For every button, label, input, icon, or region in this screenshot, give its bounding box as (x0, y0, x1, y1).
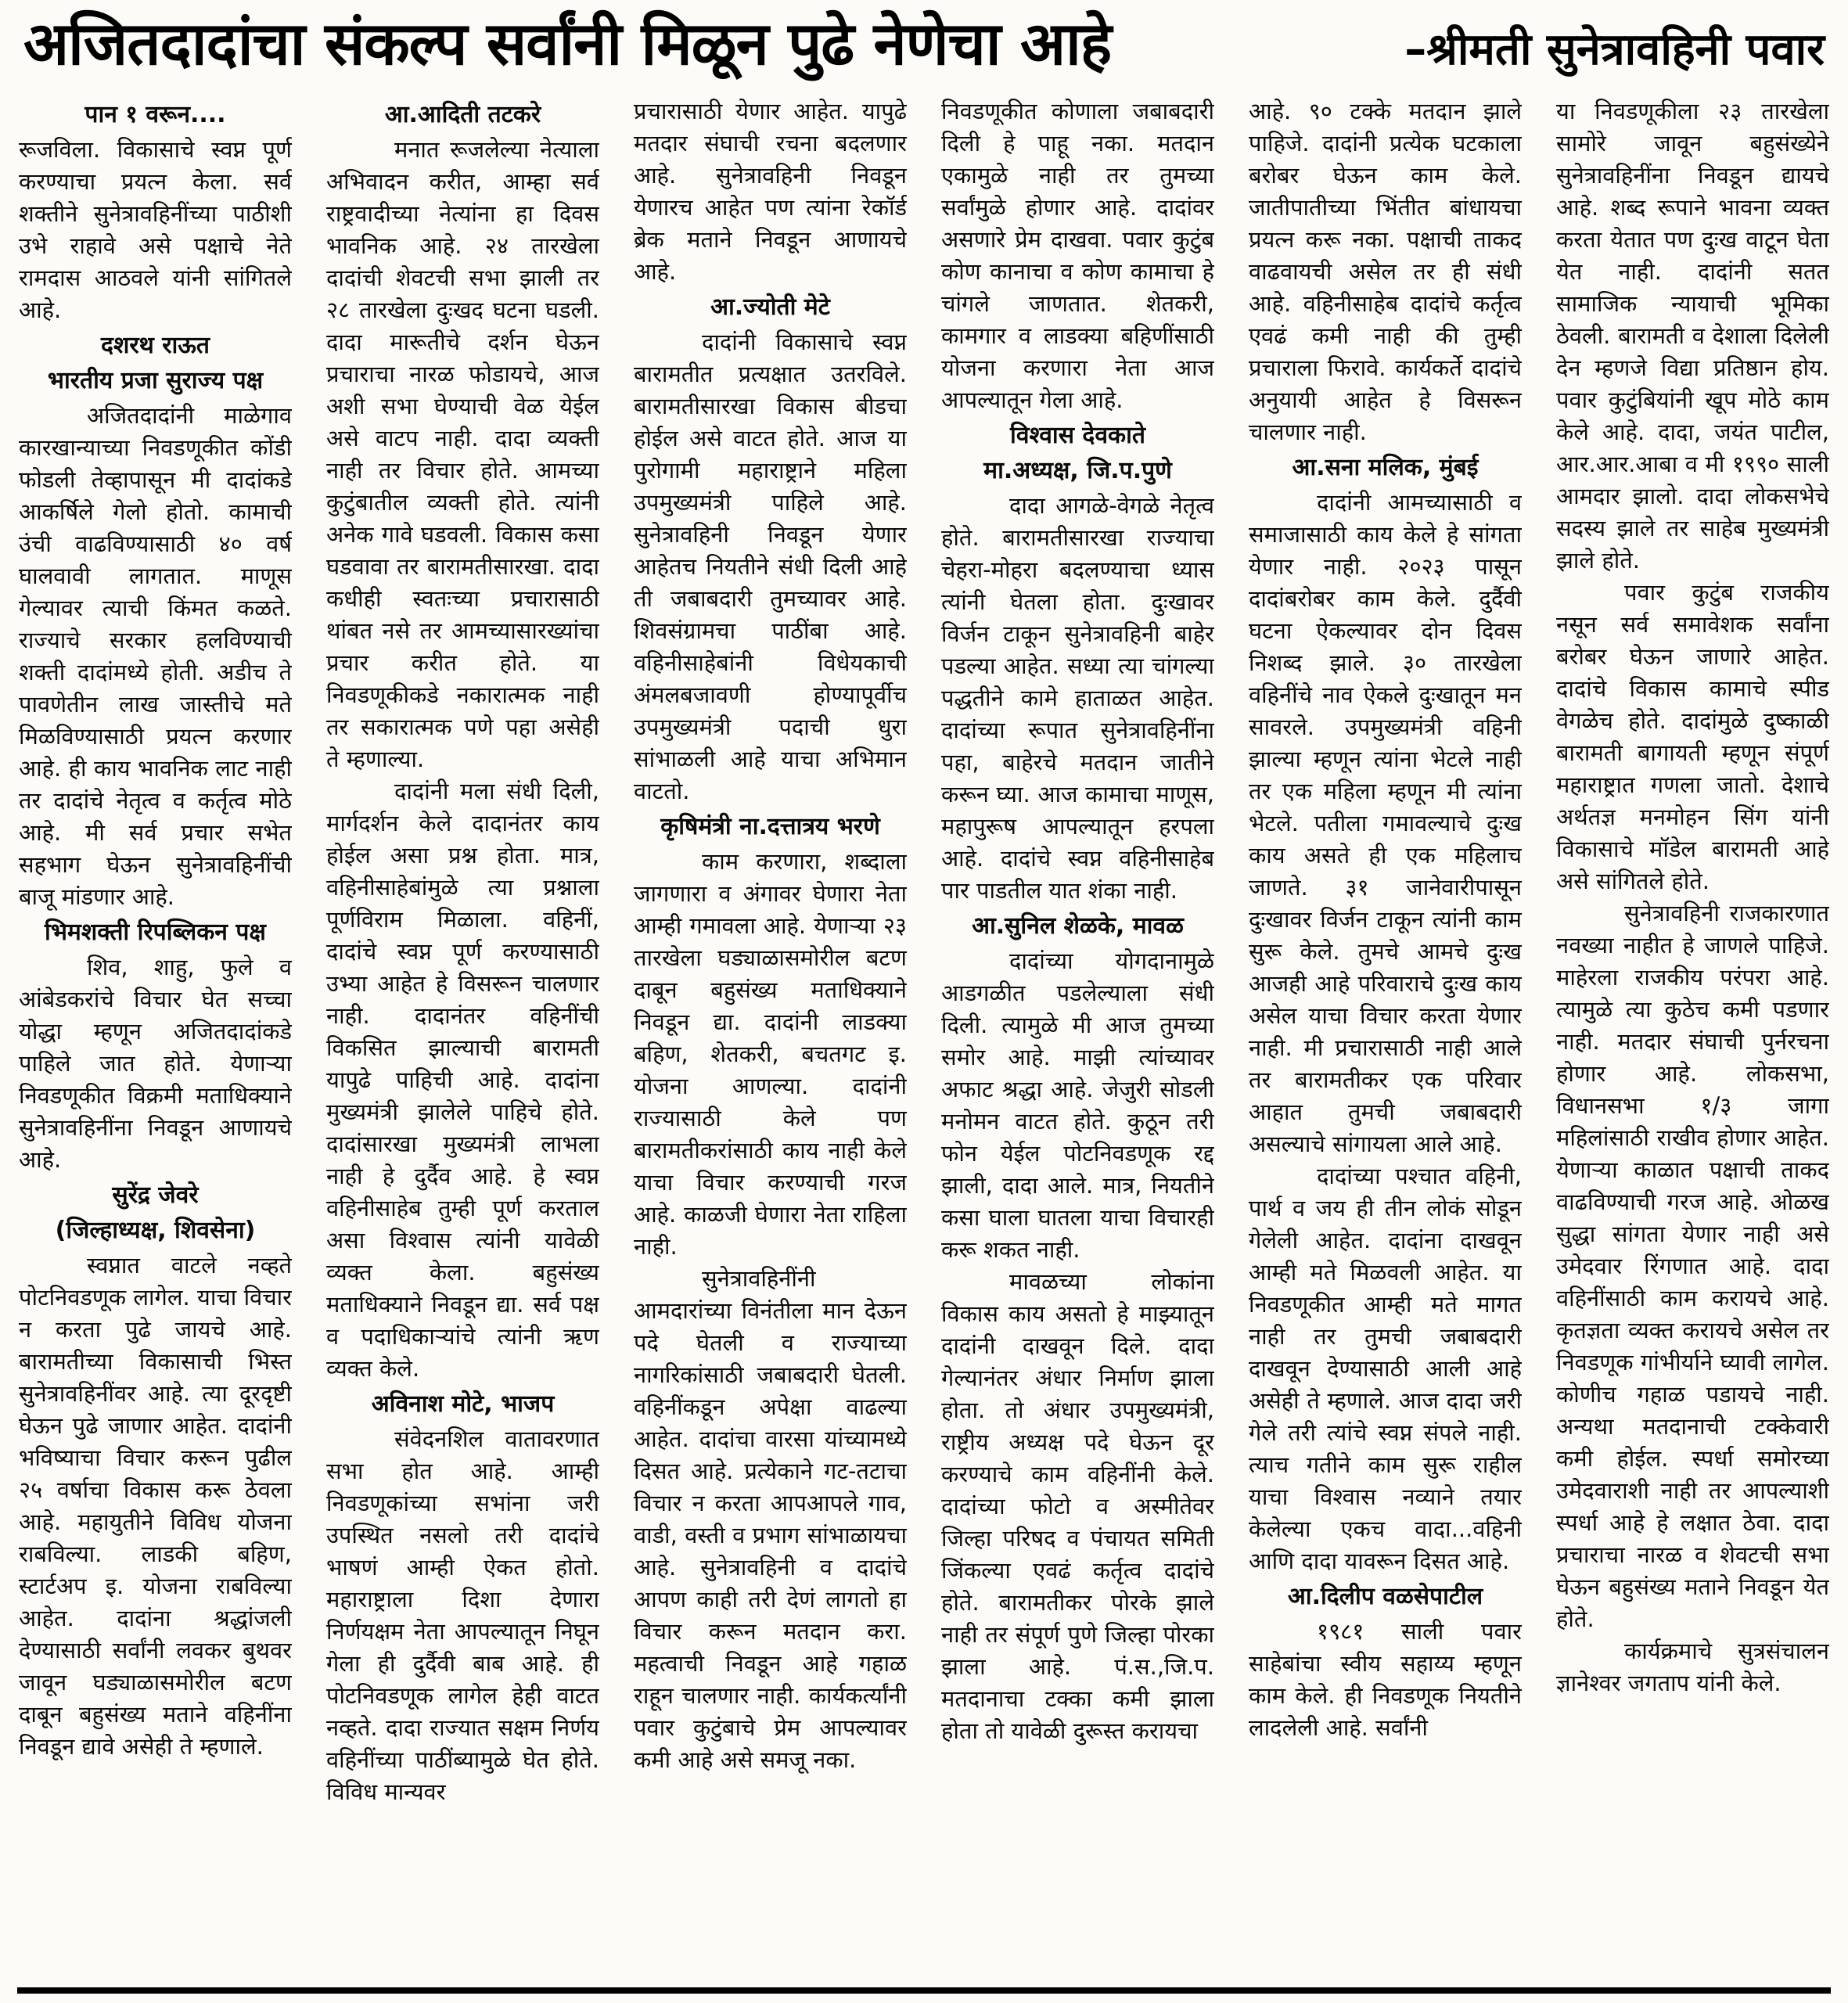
article-paragraph: १९८१ साली पवार साहेबांचा स्वीय सहाय्य म्हणून काम केले. ही निवडणूक नियतीने लादलेली आहे. सर्वांनी (1249, 1617, 1522, 1741)
news-column-2 (326, 95, 599, 1964)
article-paragraph: दादांनी आमच्यासाठी व समाजासाठी काय केले हे सांगता येणार नाही. २०२३ पासून दादांबरोबर काम केले. दुर्दैवी घटना ऐकल्यावर दोन दिवस निशब्द झाले. ३० तारखेला वहिनींचे नाव ऐकले दुःखातून मन सावरले. उपमुख्यमंत्री वहिनी झाल्या म्हणून त्यांना भेटले नाही तर एक महिला म्हणून मी त्यांना भेटले. पतीला गमावल्याचे दुःख काय असते ही एक महिलाच जाणते. ३१ जानेवारीपासून दुःखावर विर्जन टाकून त्यांनी काम सुरू केले. तुमचे आमचे दुःख आजही आहे परिवाराचे दुःख काय असेल याचा विचार करता येणार नाही. मी प्रचारासाठी नाही आले तर बारामतीकर एक परिवार आहात तुमची जबाबदारी असल्याचे सांगायला आले आहे. (1249, 488, 1522, 1157)
masthead (19, 9, 1829, 78)
article-paragraph: निवडणूकीत कोणाला जबाबदारी दिली हे पाहू नका. मतदान एकामुळे नाही तर तुमच्या सर्वांमुळे होणार आहे. दादांवर असणारे प्रेम दाखवा. पवार कुटुंब कोण कानाचा व कोण कामाचा हे चांगले जाणतात. शेतकरी, कामगार व लाडक्या बहिणींसाठी योजना करणारा नेता आज आपल्यातून गेला आहे. (941, 97, 1214, 413)
news-column-3 (634, 95, 907, 1964)
news-column-6 (1556, 95, 1829, 1964)
byline-heading: कृषिमंत्री ना.दत्तात्रय भरणे (660, 812, 880, 840)
byline-heading: भारतीय प्रजा सुराज्य पक्ष (47, 366, 264, 394)
article-paragraph: रूजविला. विकासाचे स्वप्न पूर्ण करण्याचा प्रयत्न केला. सर्व शक्तीने सुनेत्रावहिनींच्या पाठीशी उभे राहावे असे पक्षाचे नेते रामदास आठवले यांनी सांगितले आहे. (19, 135, 292, 323)
article-paragraph: पवार कुटुंब राजकीय नसून सर्व समावेशक सर्वांना बरोबर घेऊन जाणारे आहेत. दादांचे विकास कामाचे स्पीड वेगळेच होते. दादांमुळे दुष्काळी बारामती बागायती म्हणून संपूर्ण महाराष्ट्रात गणला जातो. देशाचे अर्थतज्ञ मनमोहन सिंग यांनी विकासाचे मॉडेल बारामती आहे असे सांगितले होते. (1556, 578, 1829, 894)
article-paragraph: मनात रूजलेल्या नेत्याला अभिवादन करीत, आम्हा सर्व राष्ट्रवादीच्या नेत्यांना हा दिवस भावनिक आहे. २४ तारखेला दादांची शेवटची सभा झाली तर २८ तारखेला दुःखद घटना घडली. दादा मारूतीचे दर्शन घेऊन प्रचाराचा नारळ फोडायचे, आज अशी सभा घेण्याची वेळ येईल असे वाटप नाही. दादा व्यक्ती नाही तर विचार होते. आमच्या कुटुंबातील व्यक्ती होते. त्यांनी अनेक गावे घडवली. विकास कसा घडवावा तर बारामतीसारखा. दादा कधीही स्वतःच्या प्रचारासाठी थांबत नसे तर आमच्यासारख्यांचा प्रचार करीत होते. या निवडणूकीकडे नकारात्मक नाही तर सकारात्मक पणे पहा असेही ते म्हणाल्या. (326, 135, 599, 772)
byline-heading: (जिल्हाध्यक्ष, शिवसेना) (55, 1216, 256, 1244)
byline-heading: अविनाश मोटे, भाजप (371, 1390, 555, 1418)
page-headline: अजितदादांचा संकल्प सर्वांनी मिळून पुढे नेणेचा आहे (23, 9, 1112, 78)
byline-heading: आ.दिलीप वळसेपाटील (1287, 1582, 1483, 1610)
byline-heading: आ.सना मलिक, मुंबई (1292, 453, 1479, 481)
byline-heading: आ.ज्योती मेटे (710, 293, 830, 321)
article-paragraph: कार्यक्रमाचे सुत्रसंचालन ज्ञानेश्वर जगताप यांनी केले. (1556, 1637, 1829, 1696)
article-paragraph: दादा आगळे-वेगळे नेतृत्व होते. बारामतीसारखा राज्याचा चेहरा-मोहरा बदलण्याचा ध्यास त्यांनी घेतला होता. दुःखावर विर्जन टाकून सुनेत्रावहिनी बाहेर पडल्या आहेत. सध्या त्या चांगल्या पद्धतीने कामे हाताळत आहेत. दादांच्या रूपात सुनेत्रावहिनींना पहा, बाहेरचे मतदान जातीने करून घ्या. आज कामाचा माणूस, महापुरूष आपल्यातून हरपला आहे. दादांचे स्वप्न वहिनीसाहेब पार पाडतील यात शंका नाही. (941, 491, 1214, 904)
article-paragraph: दादांनी विकासाचे स्वप्न बारामतीत प्रत्यक्षात उतरविले. बारामतीसारखा विकास बीडचा होईल असे वाटत होते. आज या पुरोगामी महाराष्ट्राने महिला उपमुख्यमंत्री पाहिले आहे. सुनेत्रावहिनी निवडून येणार आहेतच नियतीने संधी दिली आहे ती जबाबदारी तुमच्यावर आहे. शिवसंग्रामचा पाठींबा आहे. वहिनीसाहेबांनी विधेयकाची अंमलबजावणी होण्यापूर्वीच उपमुख्यमंत्री पदाची धुरा सांभाळली आहे याचा अभिमान वाटतो. (634, 328, 907, 804)
article-paragraph: स्वप्नात वाटले नव्हते पोटनिवडणूक लागेल. याचा विचार न करता पुढे जायचे आहे. बारामतीच्या विकासाची भिस्त सुनेत्रावहिनींवर आहे. त्या दूरदृष्टी घेऊन पुढे जाणार आहेत. दादांनी भविष्याचा विचार करून पुढील २५ वर्षाचा विकास करू ठेवला आहे. महायुतीने विविध योजना राबविल्या. लाडकी बहिण, स्टार्टअप इ. योजना राबविल्या आहेत. दादांना श्रद्धांजली देण्यासाठी सर्वांनी लवकर बुथवर जावून घड्याळासमोरील बटण दाबून बहुसंख्य मताने वहिनींना निवडून द्यावे असेही ते म्हणाले. (19, 1251, 292, 1760)
article-paragraph: प्रचारासाठी येणार आहेत. यापुढे मतदार संघाची रचना बदलणार आहे. सुनेत्रावहिनी निवडून येणारच आहेत पण त्यांना रेकॉर्ड ब्रेक मताने निवडून आणायचे आहे. (634, 97, 907, 285)
article-paragraph: सुनेत्रावहिनी राजकारणात नवख्या नाहीत हे जाणले पाहिजे. माहेरला राजकीय परंपरा आहे. त्यामुळे त्या कुठेच कमी पडणार नाही. मतदार संघाची पुर्नरचना होणार आहे. लोकसभा, विधानसभा १/३ जागा महिलांसाठी राखीव होणार आहेत. येणाऱ्या काळात पक्षाची ताकद वाढविण्याची गरज आहे. ओळख सुद्धा सांगता येणार नाही असे उमेदवार रिंगणात आहे. दादा वहिनींसाठी काम करायचे आहे. कृतज्ञता व्यक्त करायचे असेल तर निवडणूक गांभीर्याने घ्यावी लागेल. कोणीच गहाळ पडायचे नाही. अन्यथा मतदानाची टक्केवारी कमी होईल. स्पर्धा समोरच्या उमेदवाराशी नाही तर आपल्याशी स्पर्धा आहे हे लक्षात ठेवा. दादा प्रचाराचा नारळ व शेवटची सभा घेऊन बहुसंख्य मताने निवडून येत होते. (1556, 899, 1829, 1632)
article-paragraph: मावळच्या लोकांना विकास काय असतो हे माझ्यातून दादांनी दाखवून दिले. दादा गेल्यानंतर अंधार निर्माण झाला होता. तो अंधार उपमुख्यमंत्री, राष्ट्रीय अध्यक्ष पदे घेऊन दूर करण्याचे काम वहिनींनी केले. दादांच्या फोटो व अस्मीतेवर जिल्हा परिषद व पंचायत समिती जिंकल्या एवढं कर्तृत्व दादांचे होते. बारामतीकर पोरके झाले नाही तर संपूर्ण पुणे जिल्हा पोरका झाला आहे. पं.स.,जि.प. मतदानाचा टक्का कमी झाला होता तो यावेळी दुरूस्त करायचा (941, 1268, 1214, 1744)
byline-heading: भिमशक्ती रिपब्लिकन पक्ष (45, 918, 266, 946)
headline-attribution: –श्रीमती सुनेत्रावहिनी पवार (1404, 24, 1825, 75)
news-column-4 (941, 95, 1214, 1964)
article-paragraph: संवेदनशिल वातावरणात सभा होत आहे. आम्ही निवडणूकांच्या सभांना जरी उपस्थित नसलो तरी दादांचे भाषणं आम्ही ऐकत होतो. महाराष्ट्राला दिशा देणारा निर्णयक्षम नेता आपल्यातून निघून गेला ही दुर्दैवी बाब आहे. ही पोटनिवडणूक लागेल हेही वाटत नव्हते. दादा राज्यात सक्षम निर्णय वहिनींच्या पाठींब्यामुळे घेत होते. विविध मान्यवर (326, 1425, 599, 1805)
article-paragraph: काम करणारा, शब्दाला जागणारा व अंगावर घेणारा नेता आम्ही गमावला आहे. येणाऱ्या २३ तारखेला घड्याळासमोरील बटण दाबून बहुसंख्य मताधिक्याने निवडून द्या. दादांनी लाडक्या बहिण, शेतकरी, बचतगट इ. योजना आणल्या. दादांनी राज्यासाठी केले पण बारामतीकरांसाठी काय नाही केले याचा विचार करण्याची गरज आहे. काळजी घेणारा नेता राहिला नाही. (634, 847, 907, 1260)
byline-heading: आ.आदिती तटकरे (384, 100, 541, 128)
article-paragraph: आहे. ९० टक्के मतदान झाले पाहिजे. दादांनी प्रत्येक घटकाला बरोबर घेऊन काम केले. जातीपातीच्या भिंतीत बांधायचा प्रयत्न करू नका. पक्षाची ताकद वाढवायची असेल तर ही संधी आहे. वहिनीसाहेब दादांचे कर्तृत्व एवढं कमी नाही की तुम्ही प्रचाराला फिरावे. कार्यकर्ते दादांचे अनुयायी आहेत हे विसरून चालणार नाही. (1249, 97, 1522, 445)
article-paragraph: या निवडणूकीला २३ तारखेला सामोरे जावून बहुसंख्येने सुनेत्रावहिनींना निवडून द्यायचे आहे. शब्द रूपाने भावना व्यक्त करता येतात पण दुःख वाटून घेता येत नाही. दादांनी सतत सामाजिक न्यायाची भूमिका ठेवली. बारामती व देशाला दिलेली देन म्हणजे विद्या प्रतिष्ठान होय. पवार कुटुंबियांनी खूप मोठे काम केले आहे. दादा, जयंत पाटील, आर.आर.आबा व मी १९९० साली आमदार झालो. दादा लोकसभेचे सदस्य झाले तर साहेब मुख्यमंत्री झाले होते. (1556, 97, 1829, 574)
byline-heading: मा.अध्यक्ष, जि.प.पुणे (983, 456, 1172, 484)
article-paragraph: दादांच्या योगदानामुळे आडगळीत पडलेल्याला संधी दिली. त्यामुळे मी आज तुमच्या समोर आहे. माझी त्यांच्यावर अफाट श्रद्धा आहे. जेजुरी सोडली मनोमन वाटत होते. कुठून तरी फोन येईल पोटनिवडणूक रद्द झाली, दादा आले. मात्र, नियतीने कसा घाला घातला याचा विचारही करू शकत नाही. (941, 947, 1214, 1263)
byline-heading: सुरेंद्र जेवरे (112, 1181, 199, 1209)
article-paragraph: सुनेत्रावहिनींनी आमदारांच्या विनंतीला मान देऊन पदे घेतली व राज्याच्या नागरिकांसाठी जबाबदारी घेतली. वहिनींकडून अपेक्षा वाढल्या आहेत. दादांचा वारसा यांच्यामध्ये दिसत आहे. प्रत्येकाने गट-तटाचा विचार न करता आपआपले गाव, वाडी, वस्ती व प्रभाग सांभाळायचा आहे. सुनेत्रावहिनी व दादांचे आपण काही तरी देणं लागतो हा विचार करून मतदान करा. महत्वाची निवडून आहे गहाळ राहून चालणार नाही. कार्यकर्त्यांनी पवार कुटुंबाचे प्रेम आपल्यावर कमी आहे असे समजू नका. (634, 1264, 907, 1773)
article-columns (19, 95, 1829, 1964)
news-column-5 (1249, 95, 1522, 1964)
bottom-rule (17, 1987, 1831, 1994)
byline-heading: विश्वास देवकाते (1010, 421, 1145, 449)
article-paragraph: शिव, शाहु, फुले व आंबेडकरांचे विचार घेत सच्चा योद्धा म्हणून अजितदादांकडे पाहिले जात होते. येणाऱ्या निवडणूकीत विक्रमी मताधिक्याने सुनेत्रावहिनींना निवडून आणायचे आहे. (19, 953, 292, 1173)
article-paragraph: दादांनी मला संधी दिली, मार्गदर्शन केले दादानंतर काय होईल असा प्रश्न होता. मात्र, वहिनीसाहेबांमुळे त्या प्रश्नाला पूर्णविराम मिळाला. वहिनीं, दादांचे स्वप्न पूर्ण करण्यासाठी उभ्या आहेत हे विसरून चालणार नाही. दादानंतर वहिनींची विकसित झाल्याची बारामती यापुढे पाहिची आहे. दादांना मुख्यमंत्री झालेले पाहिचे होते. दादांसारखा मुख्यमंत्री लाभला नाही हे दुर्दैव आहे. हे स्वप्न वहिनीसाहेब तुम्ही पूर्ण करताल असा विश्वास त्यांनी यावेळी व्यक्त केला. बहुसंख्य मताधिक्याने निवडून द्या. सर्व पक्ष व पदाधिकाऱ्यांचे त्यांनी ऋण व्यक्त केले. (326, 777, 599, 1382)
byline-heading: पान १ वरून.... (84, 100, 226, 128)
news-column-1 (19, 95, 292, 1964)
byline-heading: आ.सुनिल शेळके, मावळ (972, 912, 1184, 940)
article-paragraph: अजितदादांनी माळेगाव कारखान्याच्या निवडणूकीत कोंडी फोडली तेव्हापासून मी दादांकडे आकर्षिले गेलो होतो. कामाची उंची वाढविण्यासाठी ४० वर्ष घालवावी लागतात. माणूस गेल्यावर त्याची किंमत कळते. राज्याचे सरकार हलविण्याची शक्ती दादांमध्ये होती. अडीच ते पावणेतीन लाख जास्तीचे मते मिळविण्यासाठी प्रयत्न करणार आहे. ही काय भावनिक लाट नाही तर दादांचे नेतृत्व व कर्तृत्व मोठे आहे. मी सर्व प्रचार सभेत सहभाग घेऊन सुनेत्रावहिनींची बाजू मांडणार आहे. (19, 401, 292, 910)
byline-heading: दशरथ राऊत (101, 331, 210, 359)
article-paragraph: दादांच्या पश्चात वहिनी, पार्थ व जय ही तीन लोकं सोडून गेलेली आहेत. दादांना दाखवून आम्ही मते मिळवली आहेत. या निवडणूकीत आम्ही मते मागत नाही तर तुमची जबाबदारी दाखवून देण्यासाठी आली आहे असेही ते म्हणाले. आज दादा जरी गेले तरी त्यांचे स्वप्न संपले नाही. त्याच गतीने काम सुरू राहील याचा विश्वास नव्याने तयार केलेल्या एकच वादा...वहिनी आणि दादा यावरून दिसत आहे. (1249, 1162, 1522, 1574)
